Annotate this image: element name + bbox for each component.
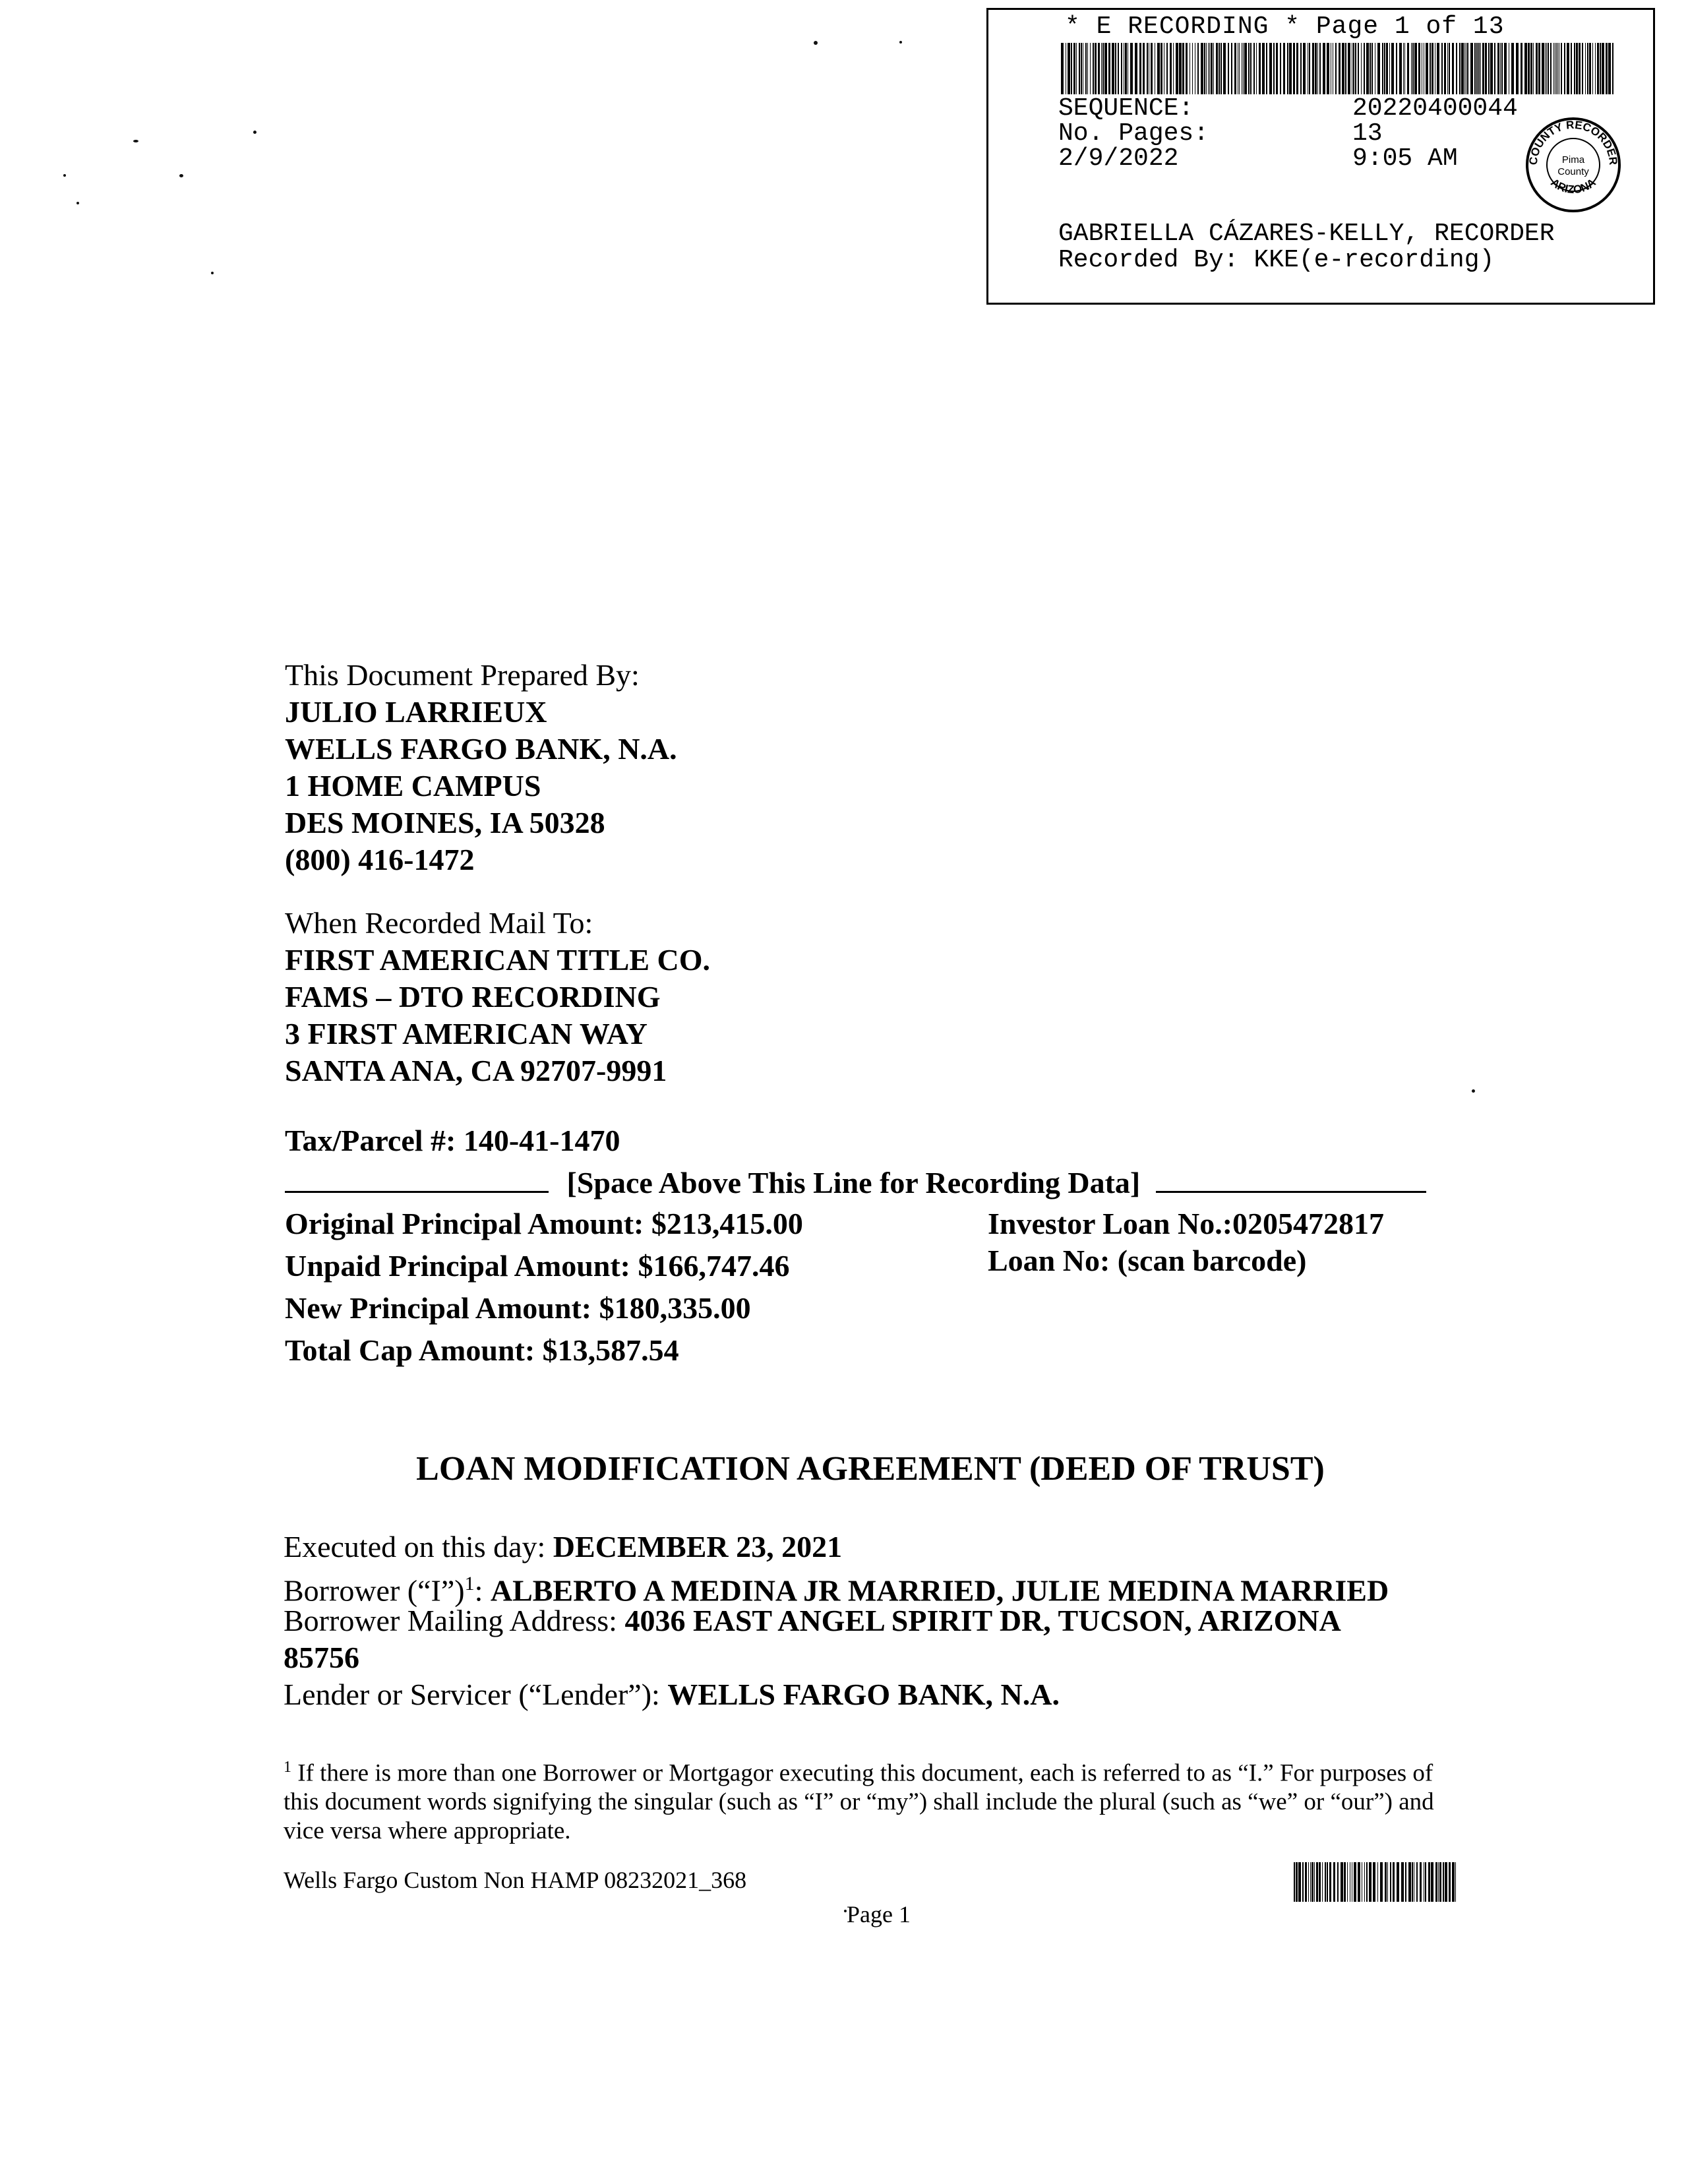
barcode-bar xyxy=(1239,43,1240,94)
barcode-bar xyxy=(1405,1862,1406,1902)
barcode-bar xyxy=(1323,43,1325,94)
barcode-bar xyxy=(1592,43,1593,94)
barcode-bar xyxy=(1269,43,1272,94)
barcode-bar xyxy=(1589,43,1591,94)
barcode-bar xyxy=(1411,43,1412,94)
barcode-bar xyxy=(1186,43,1188,94)
pages-label: No. Pages: xyxy=(1058,119,1209,148)
barcode-bar xyxy=(1461,43,1464,94)
barcode-bar xyxy=(1223,43,1226,94)
lender-label: Lender or Servicer (“Lender”): xyxy=(284,1678,668,1711)
barcode-bar xyxy=(1612,43,1613,94)
barcode-bar xyxy=(1216,43,1218,94)
barcode-bar xyxy=(1273,43,1275,94)
barcode-bar xyxy=(1582,43,1583,94)
executed-line xyxy=(284,1529,842,1565)
barcode-bar xyxy=(1081,43,1082,94)
recording-stamp xyxy=(986,8,1655,305)
barcode-bar xyxy=(1366,43,1369,94)
sequence-value: 20220400044 xyxy=(1352,94,1518,123)
barcode-bar xyxy=(1333,1862,1335,1902)
barcode-bar xyxy=(1414,43,1417,94)
barcode-bar xyxy=(1101,43,1102,94)
new-principal: New Principal Amount: $180,335.00 xyxy=(285,1291,751,1325)
barcode-bar xyxy=(1068,43,1070,94)
barcode-bar xyxy=(1524,43,1527,94)
barcode-bar xyxy=(1179,43,1182,94)
blank-line-right xyxy=(1156,1165,1426,1193)
barcode-bar xyxy=(1548,43,1549,94)
barcode-bar xyxy=(1339,43,1341,94)
barcode-bar xyxy=(1608,43,1611,94)
barcode-bar xyxy=(1176,43,1178,94)
barcode-bar xyxy=(1504,43,1507,94)
barcode-bar xyxy=(1587,43,1588,94)
barcode-bar xyxy=(1197,43,1199,94)
preparer-name: JULIO LARRIEUX xyxy=(285,695,547,729)
prepared-by-label: This Document Prepared By: xyxy=(285,658,640,692)
barcode-bar xyxy=(1497,43,1499,94)
barcode-bar xyxy=(1536,43,1538,94)
barcode-bar xyxy=(1579,43,1581,94)
barcode-bar xyxy=(1386,43,1388,94)
barcode-bar xyxy=(1530,43,1532,94)
barcode-bar xyxy=(1391,43,1394,94)
borrower-footnote-marker: 1 xyxy=(464,1573,475,1594)
footnote-marker: 1 xyxy=(284,1759,291,1776)
recording-header: * E RECORDING * Page 1 of 13 xyxy=(1065,13,1505,41)
barcode-bar xyxy=(1396,43,1397,94)
barcode-bar xyxy=(1550,43,1552,94)
barcode-bar xyxy=(1494,43,1495,94)
barcode-bar xyxy=(1538,43,1540,94)
barcode-bar xyxy=(1337,1862,1339,1902)
barcode-bar xyxy=(1369,1862,1372,1902)
barcode-bar xyxy=(1476,43,1478,94)
preparer-phone: (800) 416-1472 xyxy=(285,843,475,876)
barcode-bar xyxy=(1585,43,1586,94)
barcode-bar xyxy=(1289,43,1292,94)
barcode-bar xyxy=(1160,43,1162,94)
barcode-bar xyxy=(1355,43,1356,94)
space-above-text: [Space Above This Line for Recording Data] xyxy=(566,1166,1141,1199)
footnote-text: If there is more than one Borrower or Mortgagor executing this document, each is referred to as “I.” For purposes of this document words signifying the singular (such as “I” or “my”) shall include the plural (such as “we” or “our”) and vice versa where appropriate. xyxy=(284,1759,1434,1845)
barcode-bar xyxy=(1606,43,1608,94)
scan-speck xyxy=(253,131,256,134)
scan-speck xyxy=(76,202,79,204)
footnote xyxy=(284,1753,1464,1846)
barcode-bar xyxy=(1266,43,1267,94)
scan-speck xyxy=(1472,1089,1475,1093)
barcode-bar xyxy=(1437,43,1439,94)
barcode-bar xyxy=(1399,43,1402,94)
mailing-label: Borrower Mailing Address: xyxy=(284,1604,625,1637)
barcode-bar xyxy=(1432,43,1433,94)
barcode-bar xyxy=(1372,43,1373,94)
preparer-street: 1 HOME CAMPUS xyxy=(285,769,541,803)
barcode-bar xyxy=(1441,43,1443,94)
barcode-bar xyxy=(1345,43,1346,94)
barcode-bar xyxy=(1354,1862,1356,1902)
barcode-bar xyxy=(1449,43,1450,94)
borrower-colon: : xyxy=(474,1573,491,1608)
scan-speck xyxy=(899,41,902,44)
unpaid-principal: Unpaid Principal Amount: $166,747.46 xyxy=(285,1249,790,1283)
total-cap: Total Cap Amount: $13,587.54 xyxy=(285,1333,679,1367)
recorded-by: Recorded By: KKE(e-recording) xyxy=(1058,246,1495,274)
barcode-bar xyxy=(1404,43,1405,94)
mail-to-dept: FAMS – DTO RECORDING xyxy=(285,980,661,1014)
barcode-bar xyxy=(1418,43,1420,94)
barcode-bar xyxy=(1327,1862,1328,1902)
mail-to-label: When Recorded Mail To: xyxy=(285,906,593,940)
barcode-bar xyxy=(1438,1862,1439,1902)
barcode-bar xyxy=(1501,43,1503,94)
svg-text:ARIZONA: ARIZONA xyxy=(1548,176,1598,197)
scan-speck xyxy=(63,174,66,177)
barcode-bar xyxy=(1206,43,1207,94)
barcode-bar xyxy=(1311,1862,1313,1902)
barcode-bar xyxy=(1597,43,1599,94)
barcode-bar xyxy=(1382,43,1383,94)
barcode-bar xyxy=(1228,43,1229,94)
preparer-company: WELLS FARGO BANK, N.A. xyxy=(285,732,677,766)
barcode-bar xyxy=(1384,43,1385,94)
space-above-line xyxy=(285,1165,1426,1201)
barcode-bar xyxy=(1542,43,1544,94)
svg-text:County: County xyxy=(1557,166,1589,177)
barcode-bar xyxy=(1121,43,1122,94)
barcode-bar xyxy=(1319,1862,1321,1902)
barcode-bar xyxy=(1104,43,1107,94)
barcode-bar xyxy=(1390,1862,1391,1902)
barcode-bar xyxy=(1130,43,1133,94)
barcode-bar xyxy=(1412,43,1414,94)
barcode-bar xyxy=(1435,1862,1437,1902)
barcode-bar xyxy=(1389,43,1390,94)
barcode-bar xyxy=(1353,43,1354,94)
barcode-bar xyxy=(1329,1862,1331,1902)
barcode-bar xyxy=(1296,43,1298,94)
barcode-bar xyxy=(1250,43,1251,94)
barcode-bar xyxy=(1397,1862,1399,1902)
barcode-bar xyxy=(1561,43,1562,94)
barcode-bar xyxy=(1393,1862,1395,1902)
barcode-bar xyxy=(1098,43,1100,94)
barcode-bar xyxy=(1317,43,1318,94)
barcode-bar xyxy=(1314,1862,1315,1902)
barcode-bar xyxy=(1377,43,1380,94)
barcode-bar xyxy=(1490,43,1493,94)
barcode-bar xyxy=(1500,43,1501,94)
barcode-bar xyxy=(1361,43,1362,94)
recording-time: 9:05 AM xyxy=(1352,144,1458,173)
barcode-bar xyxy=(1209,43,1210,94)
mail-to-company: FIRST AMERICAN TITLE CO. xyxy=(285,943,711,977)
svg-text:Pima: Pima xyxy=(1561,154,1585,166)
barcode-bar xyxy=(1093,43,1094,94)
barcode-bar xyxy=(1248,43,1250,94)
barcode-bar xyxy=(1348,43,1350,94)
preparer-city: DES MOINES, IA 50328 xyxy=(285,806,605,839)
barcode-bar xyxy=(1305,1862,1307,1902)
barcode-bar xyxy=(1335,43,1337,94)
barcode-bar xyxy=(1118,43,1119,94)
barcode-bar xyxy=(1474,43,1476,94)
barcode-bar xyxy=(1312,43,1314,94)
barcode-bar xyxy=(1125,43,1127,94)
barcode-bar xyxy=(1253,43,1255,94)
barcode-bar xyxy=(1204,43,1205,94)
barcode-bar xyxy=(1294,1862,1295,1902)
sequence-label: SEQUENCE: xyxy=(1058,94,1194,123)
barcode-bar xyxy=(1425,1862,1426,1902)
barcode-bar xyxy=(1173,43,1174,94)
barcode-bar xyxy=(1557,43,1558,94)
barcode-bar xyxy=(1521,43,1522,94)
barcode-bar xyxy=(1087,43,1088,94)
barcode-bar xyxy=(1602,43,1604,94)
mailing-zip: 85756 xyxy=(284,1641,359,1674)
barcode-bar xyxy=(1316,1862,1318,1902)
barcode-bar xyxy=(1309,43,1310,94)
barcode-bar xyxy=(1108,43,1110,94)
barcode-bar xyxy=(1296,1862,1298,1902)
barcode-bar xyxy=(1347,1862,1348,1902)
document-barcode xyxy=(1294,1862,1456,1902)
mailing-address: 4036 EAST ANGEL SPIRIT DR, TUCSON, ARIZONA xyxy=(624,1604,1341,1637)
barcode-bar xyxy=(1201,43,1203,94)
barcode-bar xyxy=(1322,1862,1323,1902)
barcode-bar xyxy=(1407,43,1409,94)
barcode-bar xyxy=(1408,1862,1411,1902)
barcode-bar xyxy=(1545,43,1546,94)
barcode-bar xyxy=(1090,43,1091,94)
barcode-bar xyxy=(1439,1862,1441,1902)
barcode-bar xyxy=(1546,43,1547,94)
barcode-bar xyxy=(1431,1862,1433,1902)
barcode-bar xyxy=(1380,1862,1383,1902)
barcode-bar xyxy=(1298,1862,1301,1902)
barcode-bar xyxy=(1182,43,1184,94)
barcode-bar xyxy=(1102,43,1104,94)
barcode-bar xyxy=(1358,1862,1360,1902)
barcode-bar xyxy=(1364,1862,1365,1902)
barcode-bar xyxy=(1467,43,1468,94)
barcode-bar xyxy=(1452,1862,1455,1902)
barcode-bar xyxy=(1511,43,1514,94)
barcode-bar xyxy=(1221,43,1222,94)
barcode-bar xyxy=(1219,43,1220,94)
barcode-bar xyxy=(1358,43,1359,94)
form-id: Wells Fargo Custom Non HAMP 08232021_368 xyxy=(284,1867,747,1893)
barcode-bar xyxy=(1315,43,1317,94)
loan-no: Loan No: (scan barcode) xyxy=(988,1244,1307,1277)
tax-parcel: Tax/Parcel #: 140-41-1470 xyxy=(285,1124,620,1157)
barcode-bar xyxy=(1600,43,1601,94)
barcode-bar xyxy=(1456,43,1457,94)
barcode-bar xyxy=(1192,43,1193,94)
scan-speck xyxy=(179,174,183,177)
scan-speck xyxy=(814,41,818,45)
barcode-bar xyxy=(1373,1862,1375,1902)
mailing-line xyxy=(284,1602,1341,1639)
barcode-bar xyxy=(1412,1862,1413,1902)
barcode-bar xyxy=(1420,1862,1422,1902)
barcode-bar xyxy=(1464,43,1465,94)
mail-to-city: SANTA ANA, CA 92707-9991 xyxy=(285,1054,667,1087)
barcode-bar xyxy=(1208,43,1209,94)
page-number: Page 1 xyxy=(847,1901,911,1927)
barcode-bar xyxy=(1151,43,1153,94)
barcode-bar xyxy=(1319,43,1321,94)
barcode-bar xyxy=(1308,1862,1309,1902)
barcode-bar xyxy=(1287,43,1288,94)
pages-value: 13 xyxy=(1352,119,1383,148)
barcode-bar xyxy=(1444,43,1446,94)
barcode-bar xyxy=(1071,43,1072,94)
barcode-bar xyxy=(1157,43,1160,94)
barcode-bar xyxy=(1364,43,1365,94)
barcode-bar xyxy=(1310,1862,1311,1902)
barcode-bar xyxy=(1170,43,1172,94)
recorder-name: GABRIELLA CÁZARES-KELLY, RECORDER xyxy=(1058,220,1555,248)
barcode-bar xyxy=(1213,43,1214,94)
county-recorder-seal-icon xyxy=(1524,115,1623,214)
barcode-bar xyxy=(1443,1862,1444,1902)
barcode-bar xyxy=(1300,43,1302,94)
barcode-bar xyxy=(1280,43,1281,94)
barcode-bar xyxy=(1403,43,1404,94)
barcode-bar xyxy=(1344,1862,1346,1902)
barcode-bar xyxy=(1112,43,1114,94)
barcode-bar xyxy=(1244,43,1247,94)
barcode-bar xyxy=(1553,43,1554,94)
barcode-bar xyxy=(1139,43,1141,94)
document-title: LOAN MODIFICATION AGREEMENT (DEED OF TRUST) xyxy=(416,1450,1325,1488)
borrower-names: ALBERTO A MEDINA JR MARRIED, JULIE MEDINA MARRIED xyxy=(490,1573,1389,1608)
barcode-bar xyxy=(1243,43,1244,94)
barcode-bar xyxy=(1366,1862,1368,1902)
barcode-bar xyxy=(1447,43,1448,94)
barcode-bar xyxy=(1480,43,1481,94)
barcode-bar xyxy=(1143,43,1145,94)
barcode-bar xyxy=(1377,1862,1378,1902)
barcode-bar xyxy=(1445,1862,1447,1902)
barcode-bar xyxy=(1449,1862,1451,1902)
barcode-bar xyxy=(1556,43,1557,94)
scan-speck xyxy=(133,140,138,142)
barcode-bar xyxy=(1533,43,1534,94)
barcode-bar xyxy=(1387,1862,1388,1902)
barcode-bar xyxy=(1470,43,1473,94)
barcode-bar xyxy=(1341,1862,1343,1902)
barcode-bar xyxy=(1166,43,1168,94)
barcode-bar xyxy=(1079,43,1080,94)
barcode-bar xyxy=(1482,43,1484,94)
borrower-label: Borrower (“I”) xyxy=(284,1573,465,1608)
barcode-bar xyxy=(1095,43,1097,94)
barcode-bar xyxy=(1256,43,1257,94)
barcode-bar xyxy=(1370,43,1371,94)
barcode-bar xyxy=(1428,1862,1430,1902)
barcode-bar xyxy=(1234,43,1236,94)
barcode-bar xyxy=(1385,1862,1387,1902)
barcode-bar xyxy=(1259,43,1261,94)
mail-to-street: 3 FIRST AMERICAN WAY xyxy=(285,1017,648,1050)
barcode-bar xyxy=(1571,43,1572,94)
executed-label: Executed on this day: xyxy=(284,1530,553,1563)
blank-line-left xyxy=(285,1165,549,1193)
barcode-bar xyxy=(1416,1862,1418,1902)
barcode-bar xyxy=(1302,1862,1304,1902)
executed-date: DECEMBER 23, 2021 xyxy=(553,1530,843,1563)
barcode-bar xyxy=(1478,43,1480,94)
barcode-bar xyxy=(1342,43,1344,94)
barcode-bar xyxy=(1147,43,1148,94)
barcode-bar xyxy=(1455,1862,1456,1902)
barcode-bar xyxy=(1262,43,1265,94)
barcode-bar xyxy=(1488,43,1490,94)
lender-name: WELLS FARGO BANK, N.A. xyxy=(667,1678,1060,1711)
barcode-bar xyxy=(1293,43,1295,94)
recording-barcode xyxy=(1061,43,1615,94)
barcode-bar xyxy=(1115,43,1116,94)
barcode-bar xyxy=(1426,43,1428,94)
barcode-bar xyxy=(1595,43,1596,94)
barcode-bar xyxy=(1574,43,1575,94)
barcode-bar xyxy=(1231,43,1232,94)
svg-text:COUNTY RECORDER: COUNTY RECORDER xyxy=(1526,118,1620,166)
barcode-bar xyxy=(1076,43,1077,94)
barcode-bar xyxy=(1567,43,1569,94)
investor-loan-no: Investor Loan No.:0205472817 xyxy=(988,1207,1385,1240)
barcode-bar xyxy=(1325,1862,1326,1902)
barcode-bar xyxy=(1485,43,1487,94)
barcode-bar xyxy=(1516,43,1519,94)
recording-date: 2/9/2022 xyxy=(1058,144,1179,173)
barcode-bar xyxy=(1061,43,1064,94)
barcode-bar xyxy=(1452,43,1454,94)
barcode-bar xyxy=(1283,43,1285,94)
barcode-bar xyxy=(1576,43,1578,94)
scan-speck xyxy=(211,272,214,274)
barcode-bar xyxy=(1211,43,1213,94)
barcode-bar xyxy=(1564,43,1565,94)
barcode-bar xyxy=(1401,1862,1404,1902)
barcode-bar xyxy=(1135,43,1137,94)
barcode-bar xyxy=(1085,43,1087,94)
barcode-bar xyxy=(1528,43,1530,94)
barcode-bar xyxy=(1430,43,1431,94)
barcode-bar xyxy=(1303,43,1306,94)
original-principal: Original Principal Amount: $213,415.00 xyxy=(285,1207,803,1240)
barcode-bar xyxy=(1327,43,1329,94)
lender-line xyxy=(284,1676,1060,1713)
barcode-bar xyxy=(1459,43,1461,94)
barcode-bar xyxy=(1073,43,1075,94)
barcode-bar xyxy=(1276,43,1278,94)
